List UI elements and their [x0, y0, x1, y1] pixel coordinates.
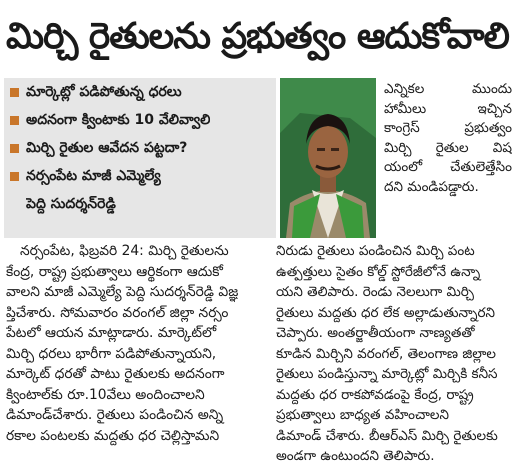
article-line: రకాల పంటలకు మద్దతు ధర చెల్లిస్తామని — [6, 427, 220, 444]
side-column — [384, 80, 512, 197]
bullet-square-icon — [10, 172, 19, 181]
article-line: రైతులు మద్దతు ధర లేక అల్లాడుతున్నారని — [276, 304, 495, 321]
article-right-column — [276, 241, 512, 467]
bullet-square-icon — [10, 116, 19, 125]
article-left-column — [6, 241, 268, 446]
article-line: అండగా ఉంటుందని తెలిపారు. — [276, 448, 435, 464]
person-portrait-icon — [280, 78, 376, 238]
article-line: మిర్చి రైతుల విష — [384, 139, 512, 156]
highlight-text: పెద్ది సుదర్శన్‌రెడ్డి — [26, 196, 116, 212]
article-line: డిమాండ్‌చేశారు. రైతులు పండించిన అన్ని — [6, 407, 224, 423]
article-line: ప్రభుత్వాలు బాధ్యత వహించాలని — [276, 407, 449, 423]
highlight-item — [4, 134, 276, 162]
article-line: నర్సంపేట, ఫిబ్రవరి 24: మిర్చి రైతులను — [20, 243, 229, 259]
article-line: మద్దతు ధర రాకపోవడంపై కేంద్ర, రాష్ట్ర — [276, 386, 474, 403]
person-photo — [280, 78, 376, 238]
highlight-text: మిర్చి రైతుల ఆవేదన పట్టదా? — [26, 140, 188, 156]
article-line: కూడిన మిర్చిని వరంగల్, తెలంగాణ జిల్లాల — [276, 345, 496, 362]
article-line: యని తెలిపారు. రెండు నెలలుగా మిర్చి — [276, 284, 475, 300]
article-line: పేటలో ఆయన మాట్లాడారు. మార్కెట్‌లో — [6, 325, 217, 341]
article-line: హామీలు ఇచ్చిన — [384, 100, 512, 117]
article-line: కేంద్ర, రాష్ట్ర ప్రభుత్వాలు ఆర్థికంగా ఆదుకో — [6, 263, 223, 280]
article-line: డిమాండ్ చేశారు. బీఆర్ఎస్ మిర్చి రైతులకు — [276, 427, 498, 444]
highlight-text: అదనంగా క్వింటాకు 10 వేలివ్వాలి — [26, 112, 211, 128]
article-line: కాంగ్రెస్ ప్రభుత్వం — [384, 120, 512, 136]
article-line: యంలో చేతులెత్తేసిం — [384, 159, 512, 175]
article-line: వాలని మాజీ ఎమ్మెల్యే పెద్ది సుదర్శన్‌రెడ్డి విజ్ఞ — [6, 284, 239, 300]
bullet-square-icon — [10, 144, 19, 153]
highlights-box — [4, 78, 276, 238]
article-line: ఎన్నికల ముందు — [384, 81, 512, 97]
article-line: క్వింటాల్‌కు రూ.10వేలు అందించాలని — [6, 386, 205, 403]
article-line: మార్కెట్ ధరతో పాటు రైతులకు అదనంగా — [6, 366, 225, 382]
article-line: మిర్చి ధరలు భారీగా పడిపోతున్నాయని, — [6, 345, 217, 362]
highlight-item — [4, 106, 276, 134]
highlight-item — [4, 162, 276, 190]
highlight-text: నర్సంపేట మాజీ ఎమ్మెల్యే — [26, 168, 161, 184]
article-line: నిరుడు రైతులు పండించిన మిర్చి పంట — [276, 243, 475, 259]
article-line: రైతులు పండిస్తున్నా మార్కెట్లో మిర్చికి కనీస — [276, 366, 498, 382]
headline: మిర్చి రైతులను ప్రభుత్వం ఆదుకోవాలి — [6, 16, 509, 57]
bullet-square-icon — [10, 88, 19, 97]
highlight-text: మార్కెట్లో పడిపోతున్న ధరలు — [26, 84, 182, 100]
article-line: ఉత్పత్తులు సైతం కోల్డ్ స్టోరేజీలోనే ఉన్నా — [276, 263, 481, 280]
article-line: ప్తిచేశారు. సోమవారం వరంగల్ జిల్లా నర్సం — [6, 304, 229, 321]
highlight-item — [4, 78, 276, 106]
article-line: చెప్పారు. అంతర్జాతీయంగా నాణ్యతతో — [276, 325, 475, 341]
highlight-item — [4, 190, 276, 218]
article-line: దని మండిపడ్డారు. — [384, 178, 479, 195]
